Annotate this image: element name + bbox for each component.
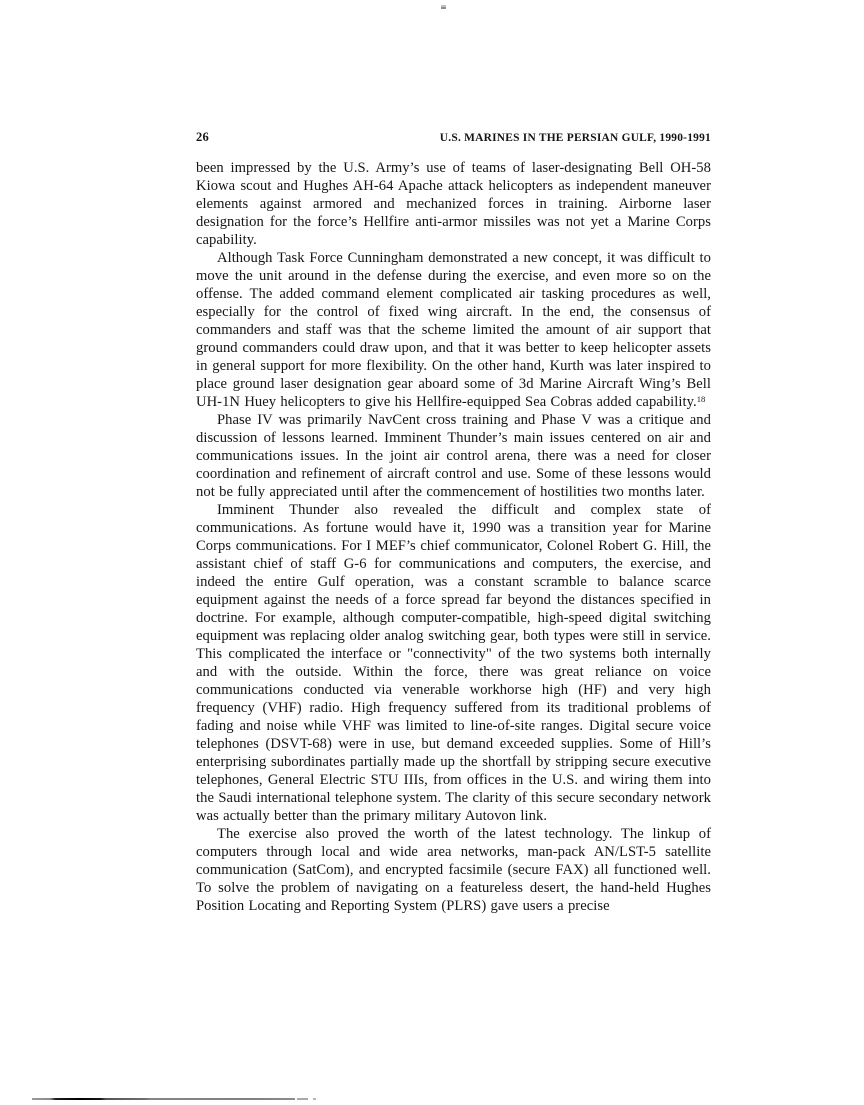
paragraph-2 <box>196 249 711 411</box>
page-number: 26 <box>196 130 210 144</box>
paragraph-4: Imminent Thunder also revealed the difficult and complex state of communications. As fortune would have it, 1990 was a transition year for Marine Corps communications. For I MEF’s chief communicator, Colonel Robert G. Hill, the assistant chief of staff G-6 for communications and computers, the exercise, and indeed the entire Gulf operation, was a constant scramble to balance scarce equipment against the needs of a force spread far beyond the distances specified in doctrine. For example, although computer-compatible, high-speed digital switching equipment was replacing older analog switching gear, both types were still in service. This complicated the interface or "connectivity" of the two systems both internally and with the outside. Within the force, there was great reliance on voice communications conducted via venerable workhorse high (HF) and very high frequency (VHF) radio. High frequency suffered from its traditional problems of fading and noise while VHF was limited to line-of-site ranges. Digital secure voice telephones (DSVT-68) were in use, but demand exceeded supplies. Some of Hill’s enterprising subordinates partially made up the shortfall by stripping secure executive telephones, General Electric STU IIIs, from offices in the U.S. and wiring them into the Saudi international telephone system. The clarity of this secure secondary network was actually better than the primary military Autovon link. <box>196 502 711 824</box>
scan-artifact <box>441 7 446 9</box>
paragraph-2-text: Although Task Force Cunningham demonstrated a new concept, it was difficult to move the unit around in the defense during the exercise, and even more so on the offense. The added command element complicated air tasking procedures as well, especially for the control of fixed wing aircraft. In the end, the consensus of commanders and staff was that the scheme limited the amount of air support that ground commanders could draw upon, and that it was better to keep helicopter assets in general support for more flexibility. On the other hand, Kurth was later inspired to place ground laser designation gear aboard some of 3d Marine Aircraft Wing’s Bell UH-1N Huey helicopters to give his Hellfire-equipped Sea Cobras added capability. <box>196 250 711 410</box>
body-text <box>196 159 711 915</box>
footnote-rule-dash <box>297 1098 308 1100</box>
paragraph-3: Phase IV was primarily NavCent cross training and Phase V was a critique and discussion of lessons learned. Imminent Thunder’s main issues centered on air and communications issues. In the joint air control arena, there was a need for closer coordination and refinement of aircraft control and use. Some of these lessons would not be fully appreciated until after the commencement of hostilities two months later. <box>196 412 711 500</box>
footnote-reference-18: 18 <box>696 394 706 404</box>
footnote-rule-dot <box>313 1098 316 1100</box>
running-title: U.S. MARINES IN THE PERSIAN GULF, 1990-1991 <box>439 132 711 144</box>
footnote-rule <box>32 1098 295 1100</box>
paragraph-5: The exercise also proved the worth of the latest technology. The linkup of computers through local and wide area networks, man-pack AN/LST-5 satellite communication (SatCom), and encrypted facsimile (secure FAX) all functioned well. To solve the problem of navigating on a featureless desert, the hand-held Hughes Position Locating and Reporting System (PLRS) gave users a precise <box>196 826 711 914</box>
paragraph-1: been impressed by the U.S. Army’s use of teams of laser-designating Bell OH-58 Kiowa scout and Hughes AH-64 Apache attack helicopters as independent maneuver elements against armored and mechanized forces in training. Airborne laser designation for the force’s Hellfire anti-armor missiles was not yet a Marine Corps capability. <box>196 160 711 248</box>
running-header <box>196 130 711 145</box>
